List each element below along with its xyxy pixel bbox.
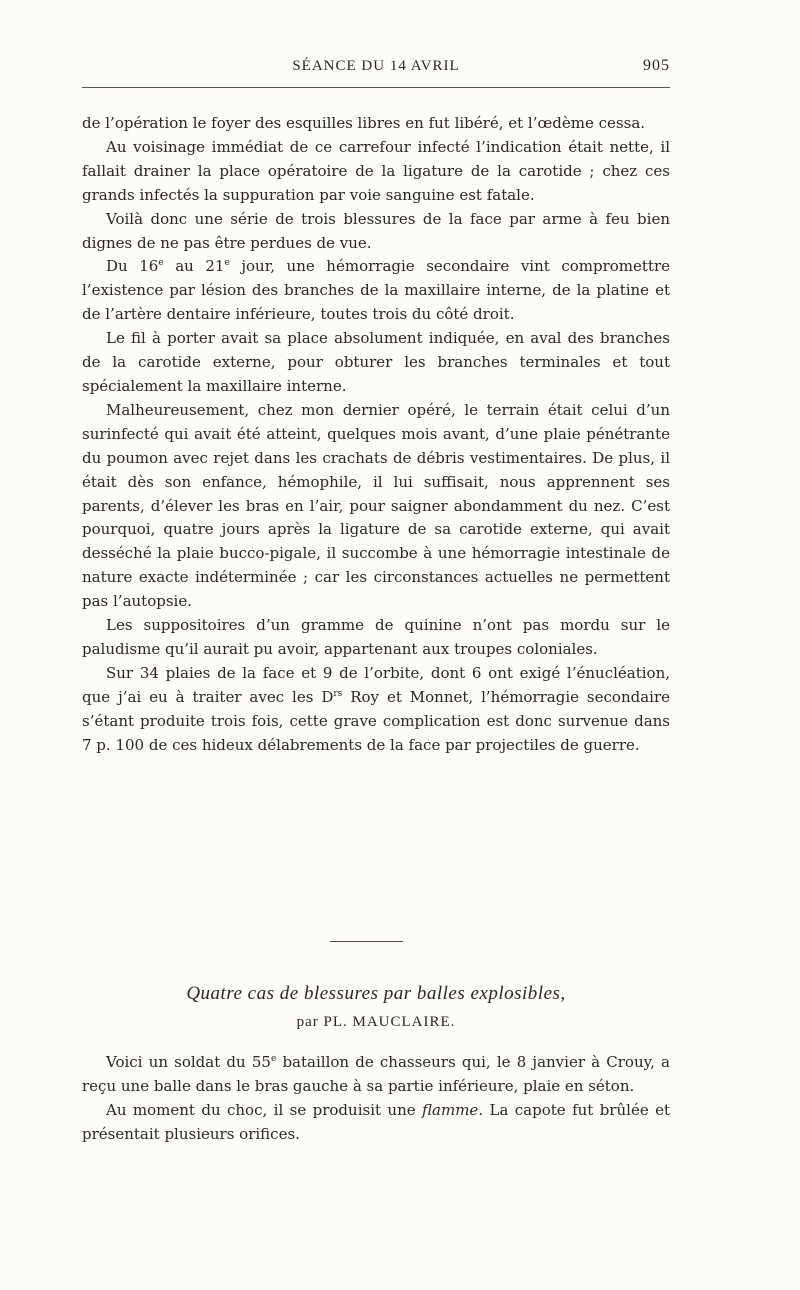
section-divider xyxy=(330,941,403,942)
article-paragraph-2 xyxy=(82,1098,670,1146)
paragraph-text: Roy et Monnet, l’hémorragie secondaire s’étant produite trois fois, cette grave complication est donc survenue dans 7 p. 100 de ces hideux délabrements de la face par projectiles de guerre. xyxy=(82,687,670,754)
byline-author: PL. MAUCLAIRE. xyxy=(323,1014,456,1030)
ordinal-superscript: e xyxy=(270,1054,277,1064)
paragraph-text: Du 16 xyxy=(106,257,159,276)
paragraph-text: Au moment du choc, il se produisit une xyxy=(106,1101,423,1119)
paragraph-text: jour, une hémorragie secondaire vint compromettre l’existence par lésion des branches de la maxillaire interne, de la platine et de l’artère dentaire inférieure, toutes trois du côté droit. xyxy=(82,257,671,324)
paragraph-text: de l’opération le foyer des esquilles libres en fut libéré, et l’œdème cessa. xyxy=(82,114,646,132)
doctor-superscript: rs xyxy=(333,688,343,699)
paragraph-8 xyxy=(82,662,670,758)
paragraph-text: Malheureusement, chez mon dernier opéré, le terrain était celui d’un surinfecté qui avait été atteint, quelques mois avant, d’une plaie pénétrante du poumon avec rejet dans les crachats de débris vestimentaires. De plus, il était dès son enfance, hémophile, il lui suffisait, nous apprennent ses parents, d’élever les bras en l’air, pour saigner abondamment du nez. C’est pourquoi, quatre jours après la ligature de sa carotide externe, qui avait desséché la plaie bucco-pigale, il succombe à une hémorragie intestinale de nature exacte indéterminée ; car les circonstances actuelles ne permettent pas l’autopsie. xyxy=(82,400,670,611)
paragraph-4 xyxy=(82,255,670,327)
article-title: Quatre cas de blessures par balles explosibles, xyxy=(186,983,566,1004)
page-number: 905 xyxy=(643,57,670,74)
paragraph-1 xyxy=(82,112,670,136)
main-text-block xyxy=(82,112,670,757)
paragraph-6 xyxy=(82,399,670,614)
paragraph-3 xyxy=(82,208,670,256)
byline-prefix: par xyxy=(296,1014,319,1030)
ordinal-superscript: e xyxy=(224,258,230,269)
paragraph-text: Les suppositoires d’un gramme de quinine n’ont pas mordu sur le paludisme qu’il aurait pu avoir, appartenant aux troupes coloniales. xyxy=(82,616,670,658)
article-byline xyxy=(82,1014,670,1031)
ordinal-superscript: e xyxy=(158,258,164,269)
paragraph-2 xyxy=(82,136,670,208)
article-paragraph-1 xyxy=(82,1050,670,1098)
paragraph-text: au 21 xyxy=(163,257,225,276)
emphasized-word: flamme xyxy=(422,1101,479,1119)
article-body xyxy=(82,1050,670,1146)
paragraph-5 xyxy=(82,327,670,399)
paragraph-7 xyxy=(82,614,670,662)
paragraph-text: bataillon de chasseurs qui, le 8 janvier à Crouy, a reçu une balle dans le bras gauche à sa partie inférieure, plaie en séton. xyxy=(82,1053,670,1095)
paragraph-text: Sur 34 plaies de la face et 9 de l’orbite, dont 6 ont exigé l’énucléation, que j’ai eu à traiter avec les D xyxy=(82,663,670,706)
paragraph-text: Voici un soldat du 55 xyxy=(106,1053,271,1071)
page-header xyxy=(82,54,670,88)
paragraph-text: . La capote fut brûlée et présentait plusieurs orifices. xyxy=(82,1101,670,1143)
paragraph-text: Le fil à porter avait sa place absolument indiquée, en aval des branches de la carotide externe, pour obturer les branches terminales et tout spécialement la maxillaire interne. xyxy=(82,329,670,395)
running-title: SÉANCE DU 14 AVRIL xyxy=(292,58,460,74)
paragraph-text: Voilà donc une série de trois blessures de la face par arme à feu bien dignes de ne pas être perdues de vue. xyxy=(82,209,670,252)
paragraph-text: Au voisinage immédiat de ce carrefour infecté l’indication était nette, il fallait drainer la place opératoire de la ligature de la carotide ; chez ces grands infectés la suppuration par voie sanguine est fatale. xyxy=(82,137,670,204)
